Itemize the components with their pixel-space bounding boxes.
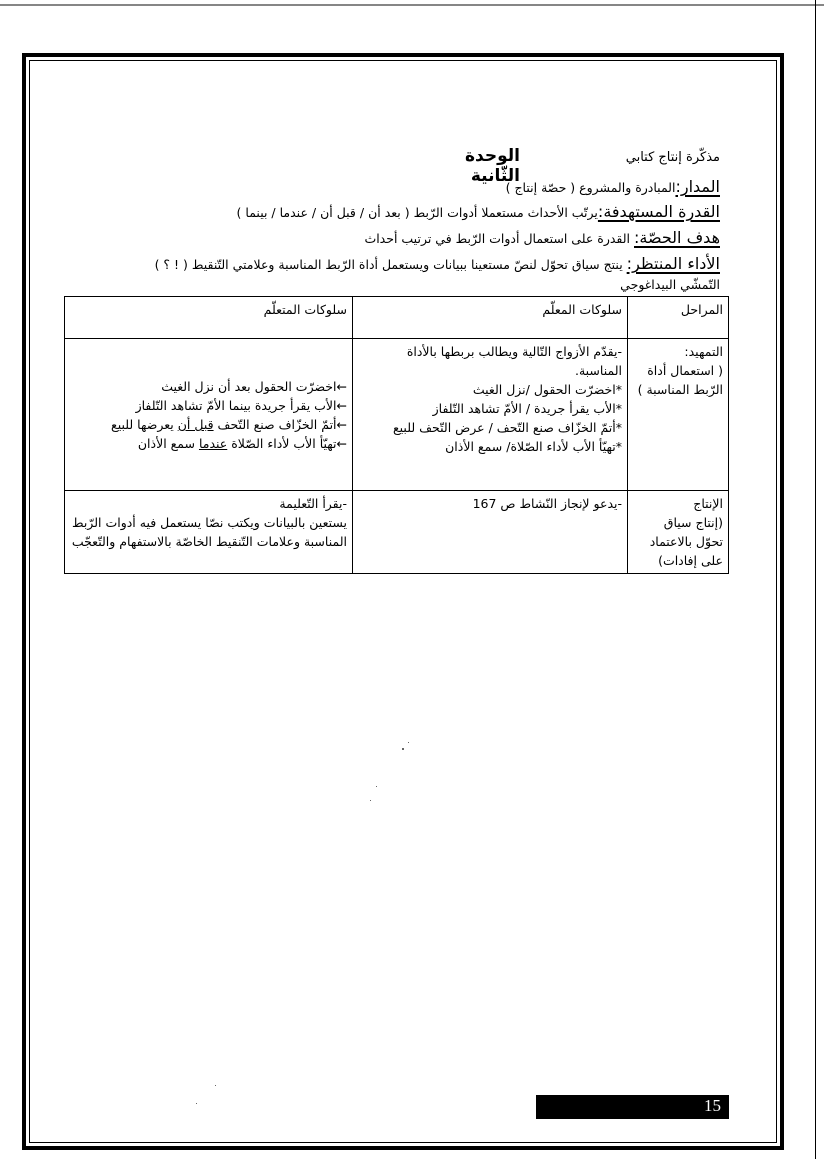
scan-speck [376,786,377,787]
teacher-cell [353,339,628,491]
learner-text: يعرضها للبيع [111,417,178,432]
scan-speck [215,1085,216,1086]
teacher-line: *أتمّ الخزّاف صنع التّحف / عرض التّحف للبيع [393,420,622,435]
section-title: التّمشّي البيداغوجي [620,277,720,292]
field-label: المدار: [675,177,720,196]
connector-word: عندما [198,436,228,451]
field-value: القدرة على استعمال أدوات الرّبط في ترتيب أحداث [364,231,634,246]
stage-line: تحوّل بالاعتماد [649,534,723,549]
page-number: 15 [704,1096,721,1115]
learner-line [70,415,347,434]
table-row [65,491,729,574]
learner-cell [65,491,353,574]
teacher-line: *تهيّأ الأب لأداء الصّلاة/ سمع الأذان [445,439,622,454]
field-target-ability [237,203,720,222]
scan-speck [196,1103,197,1104]
learner-line [70,434,347,453]
stage-line: التمهيد: [684,344,723,359]
learner-text: سمع الأذان [137,436,199,451]
scan-edge-line [0,4,824,6]
header-learner-behaviors: سلوكات المتعلّم [65,297,353,339]
header-teacher-behaviors: سلوكات المعلّم [353,297,628,339]
teacher-line: *الأب يقرأ جريدة / الأمّ تشاهد التّلفاز [432,401,622,416]
learner-line [70,377,347,396]
scan-speck [408,742,409,743]
page-border-inner [29,60,777,1143]
learner-line: -يقرأ التّعليمة [279,496,347,511]
stage-line: (إنتاج سياق [663,515,723,530]
learner-cell [65,339,353,491]
teacher-line: -يدعو لإنجاز النّشاط ص 167 [472,496,622,511]
learner-text: ←اخضرّت الحقول بعد أن نزل الغيث [161,379,347,394]
field-label: القدرة المستهدفة: [597,202,720,221]
learner-text: ←أتمّ الخزّاف صنع التّحف [213,417,347,432]
learner-text: ←تهيّأ الأب لأداء الصّلاة [227,436,347,451]
scan-speck [370,800,371,801]
field-label: هدف الحصّة: [634,228,720,247]
unit-title: الوحدة الثّانية [465,146,520,186]
stage-line: ( استعمال أداة [647,363,723,378]
learner-line [70,396,347,415]
learner-text: ←الأب يقرأ جريدة بينما الأمّ تشاهد التّلفاز [135,398,347,413]
teacher-line: *اخضرّت الحقول /نزل الغيث [472,382,622,397]
field-label: الأداء المنتظر: [626,254,720,273]
teacher-line: -يقدّم الأزواج التّالية ويطالب بربطها بالأداة المناسبة. [406,344,622,378]
document-header [420,146,720,186]
connector-word: قبل أن [177,417,214,432]
document-type: مذكّرة إنتاج كتابي [625,150,720,165]
field-value: ينتج سياق تحوّل لنصّ مستعينا ببيانات ويستعمل أداة الرّبط المناسبة وعلامتي التّنقيط ( ! ؟ ) [154,257,627,272]
field-session-goal [364,229,720,248]
field-value: يرتّب الأحداث مستعملا أدوات الرّبط ( بعد أن / قبل أن / عندما / بينما ) [236,205,598,220]
stage-cell [628,491,729,574]
stage-line: على إفادات) [658,553,723,568]
header-stages: المراحل [628,297,729,339]
stage-line: الرّبط المناسبة ) [637,382,723,397]
table-header-row [65,297,729,339]
stage-line: الإنتاج [693,496,723,511]
page-number-bar [536,1095,729,1119]
scan-speck [402,748,404,750]
field-value: المبادرة والمشروع ( حصّة إنتاج ) [505,180,676,195]
scan-margin-rule [815,0,816,1159]
stage-cell [628,339,729,491]
field-expected-performance [155,255,720,274]
learner-line: يستعين بالبيانات ويكتب نصّا يستعمل فيه أدوات الرّبط المناسبة وعلامات التّنقيط الخاصّة بالاستفهام والتّعجّب [71,515,347,549]
teacher-cell [353,491,628,574]
field-axis [506,178,720,197]
table-row [65,339,729,491]
lesson-plan-table [64,296,729,574]
